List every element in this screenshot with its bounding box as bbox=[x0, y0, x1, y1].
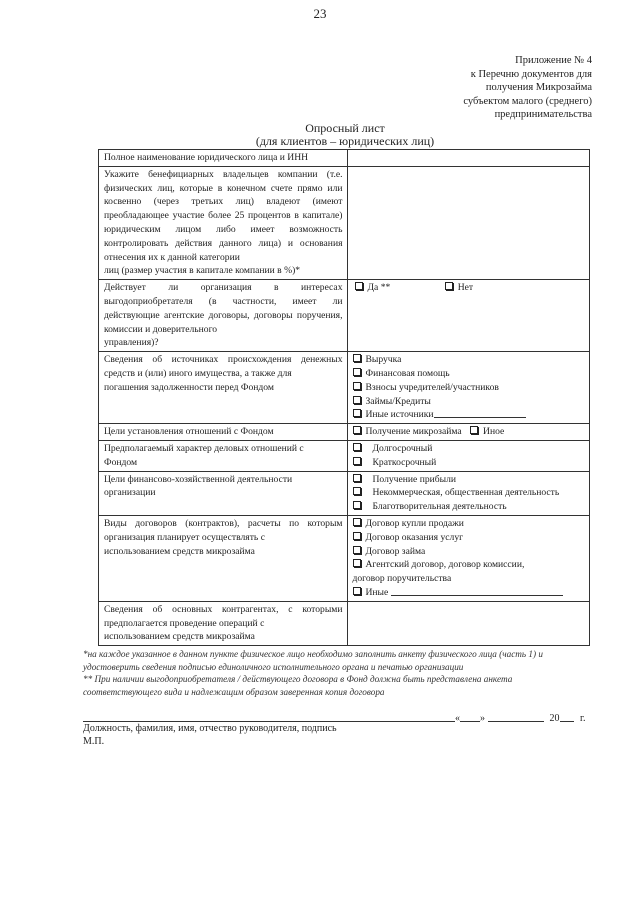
checkbox-option[interactable] bbox=[353, 531, 586, 545]
date-day-field[interactable] bbox=[460, 711, 480, 722]
footnote: *на каждое указанное в данном пункте физическое лицо необходимо заполнить анкету физического лица (часть 1) и удостоверить сведения подписью единоличного исполнительного органа и печатью организации bbox=[83, 649, 543, 672]
answer-field-beneficial-owners[interactable] bbox=[347, 166, 590, 279]
question-text: Сведения об основных контрагентах, с которыми предполагается проведение операций с bbox=[104, 603, 343, 629]
checkbox-option[interactable] bbox=[353, 395, 586, 409]
fill-in-line[interactable] bbox=[391, 586, 563, 596]
table-row bbox=[99, 280, 590, 352]
option-label: Некоммерческая, общественная деятельность bbox=[372, 487, 560, 499]
question-text: Цели установления отношений с Фондом bbox=[104, 426, 274, 438]
appendix-line: предпринимательства bbox=[494, 109, 592, 121]
checkbox-icon[interactable] bbox=[353, 487, 361, 495]
appendix-line: получения Микрозайма bbox=[485, 82, 592, 94]
question-text-last: Фондом bbox=[104, 456, 138, 468]
table-row bbox=[99, 440, 590, 471]
answer-cell bbox=[347, 471, 590, 515]
option-label: Благотворительная деятельность bbox=[372, 501, 507, 513]
appendix-line: субъектом малого (среднего) bbox=[463, 95, 592, 107]
footnotes bbox=[83, 648, 593, 698]
quote-close: » bbox=[480, 713, 485, 724]
table-row bbox=[99, 424, 590, 441]
table-row bbox=[99, 352, 590, 424]
checkbox-icon[interactable] bbox=[353, 396, 361, 404]
answer-field-company-name[interactable] bbox=[347, 150, 590, 167]
checkbox-icon[interactable] bbox=[353, 409, 361, 417]
checkbox-icon[interactable] bbox=[353, 587, 361, 595]
checkbox-option[interactable] bbox=[353, 500, 586, 514]
year-suffix: г. bbox=[580, 713, 586, 724]
checkbox-icon[interactable] bbox=[353, 457, 361, 465]
checkbox-option[interactable] bbox=[353, 473, 586, 487]
questionnaire-table bbox=[98, 149, 590, 646]
checkbox-option[interactable] bbox=[353, 442, 586, 456]
answer-cell bbox=[347, 440, 590, 471]
question-text-last: погашения задолженности перед Фондом bbox=[104, 381, 274, 393]
checkbox-option[interactable] bbox=[353, 558, 586, 572]
question-cell bbox=[99, 471, 348, 515]
checkbox-option[interactable] bbox=[353, 381, 586, 395]
option-label: Договор займа bbox=[365, 545, 426, 557]
checkbox-icon[interactable] bbox=[353, 518, 361, 526]
question-text-last: использованием средств микрозайма bbox=[104, 631, 255, 643]
answer-cell bbox=[347, 352, 590, 424]
question-text: Действует ли организация в интересах выгодоприобретателя (в частности, имеет ли действующие агентские договоры, договоры поручения, комиссии и доверительного bbox=[104, 282, 343, 335]
option-label: Финансовая помощь bbox=[365, 367, 450, 379]
form-title-block bbox=[0, 122, 640, 148]
stamp-place: М.П. bbox=[83, 736, 105, 747]
option-label: Взносы учредителей/участников bbox=[365, 381, 499, 393]
form-title: Опросный лист bbox=[305, 121, 385, 135]
option-label: Иные источники bbox=[365, 409, 434, 421]
date-year-field[interactable] bbox=[560, 711, 574, 722]
question-text: Цели финансово-хозяйственной деятельности bbox=[104, 473, 293, 485]
question-cell bbox=[99, 601, 348, 645]
form-subtitle: (для клиентов – юридических лиц) bbox=[255, 134, 435, 148]
appendix-line: к Перечню документов для bbox=[470, 68, 592, 80]
checkbox-option[interactable] bbox=[353, 545, 586, 559]
question-text: Полное наименование юридического лица и ИНН bbox=[104, 152, 309, 163]
signature-caption-block bbox=[83, 722, 337, 748]
option-label: Иное bbox=[483, 426, 505, 438]
checkbox-icon[interactable] bbox=[353, 546, 361, 554]
table-row bbox=[99, 601, 590, 645]
table-row bbox=[99, 515, 590, 601]
checkbox-option[interactable] bbox=[353, 517, 586, 531]
question-cell bbox=[99, 440, 348, 471]
signature-field[interactable] bbox=[83, 711, 455, 722]
checkbox-icon[interactable] bbox=[353, 559, 361, 567]
option-label: Выручка bbox=[365, 354, 402, 366]
option-label: Долгосрочный bbox=[372, 442, 433, 454]
option-label: Нет bbox=[457, 282, 474, 294]
option-label: Займы/Кредиты bbox=[365, 395, 431, 407]
option-label: Договор купли продажи bbox=[365, 517, 464, 529]
fill-in-line[interactable] bbox=[434, 408, 526, 418]
appendix-line: Приложение № 4 bbox=[515, 55, 592, 66]
checkbox-option[interactable] bbox=[470, 426, 504, 437]
checkbox-option-yes[interactable] bbox=[355, 281, 391, 295]
option-label: Да ** bbox=[367, 282, 391, 294]
question-text: Предполагаемый характер деловых отношений с bbox=[104, 442, 304, 454]
question-text: Сведения об источниках происхождения денежных средств и (или) иного имущества, а также для bbox=[104, 354, 343, 379]
answer-field-counterparties[interactable] bbox=[347, 601, 590, 645]
option-label-continued: договор поручительства bbox=[352, 573, 452, 585]
checkbox-option[interactable] bbox=[353, 456, 586, 470]
question-text-last: использованием средств микрозайма bbox=[104, 545, 255, 557]
option-label: Иные bbox=[365, 586, 389, 598]
checkbox-option[interactable] bbox=[353, 586, 586, 600]
option-label: Агентский договор, договор комиссии, bbox=[365, 559, 525, 571]
option-label: Получение микрозайма bbox=[365, 426, 462, 438]
question-cell bbox=[99, 280, 348, 352]
checkbox-icon[interactable] bbox=[355, 282, 363, 290]
table-row bbox=[99, 150, 590, 167]
option-label: Краткосрочный bbox=[372, 456, 437, 468]
checkbox-option[interactable] bbox=[353, 367, 586, 381]
question-cell bbox=[99, 150, 348, 167]
year-prefix: 20 bbox=[549, 713, 560, 724]
question-text-last: управления)? bbox=[104, 337, 159, 349]
question-cell bbox=[99, 352, 348, 424]
checkbox-option[interactable] bbox=[353, 426, 462, 437]
answer-cell bbox=[347, 280, 590, 352]
appendix-heading bbox=[463, 54, 592, 122]
checkbox-icon[interactable] bbox=[353, 443, 361, 451]
checkbox-icon[interactable] bbox=[353, 501, 361, 509]
question-text-last: организации bbox=[104, 487, 156, 499]
checkbox-option[interactable] bbox=[353, 353, 586, 367]
answer-cell bbox=[347, 424, 590, 441]
checkbox-icon[interactable] bbox=[353, 474, 361, 482]
answer-cell bbox=[347, 515, 590, 601]
question-cell bbox=[99, 166, 348, 279]
option-label: Получение прибыли bbox=[372, 473, 457, 485]
checkbox-option-no[interactable] bbox=[445, 281, 473, 295]
checkbox-icon[interactable] bbox=[353, 354, 361, 362]
question-cell bbox=[99, 515, 348, 601]
page-number: 23 bbox=[313, 6, 327, 21]
checkbox-icon[interactable] bbox=[445, 282, 453, 290]
checkbox-icon[interactable] bbox=[353, 426, 361, 434]
checkbox-icon[interactable] bbox=[353, 382, 361, 390]
checkbox-icon[interactable] bbox=[470, 426, 478, 434]
checkbox-icon[interactable] bbox=[353, 532, 361, 540]
table-row bbox=[99, 166, 590, 279]
date-month-field[interactable] bbox=[488, 711, 544, 722]
question-text: Укажите бенефициарных владельцев компании (т.е. физических лиц, которые в конечном счете прямо или косвенно (через третьих лиц) владеют (имеют преобладающее участие более 25 процентов в капитале) юридическим лицом либо имеет возможность контролировать действия данного лица) и основания отнесения их к данной категории bbox=[104, 168, 343, 263]
table-row bbox=[99, 471, 590, 515]
checkbox-option[interactable] bbox=[353, 486, 586, 500]
footnote: ** При наличии выгодоприобретателя / действующего договора в Фонд должна быть представлена анкета соответствующего вида и надлежащим образом заверенная копия договора bbox=[83, 674, 513, 697]
question-cell bbox=[99, 424, 348, 441]
signature-caption: Должность, фамилия, имя, отчество руководителя, подпись bbox=[83, 723, 337, 734]
checkbox-option[interactable] bbox=[353, 408, 586, 422]
question-text: Виды договоров (контрактов), расчеты по которым организация планирует осуществлять с bbox=[104, 517, 343, 543]
question-text-last: лиц (размер участия в капитале компании в %)* bbox=[104, 265, 301, 277]
checkbox-icon[interactable] bbox=[353, 368, 361, 376]
option-label: Договор оказания услуг bbox=[365, 531, 464, 543]
quote-open: « bbox=[455, 713, 460, 724]
